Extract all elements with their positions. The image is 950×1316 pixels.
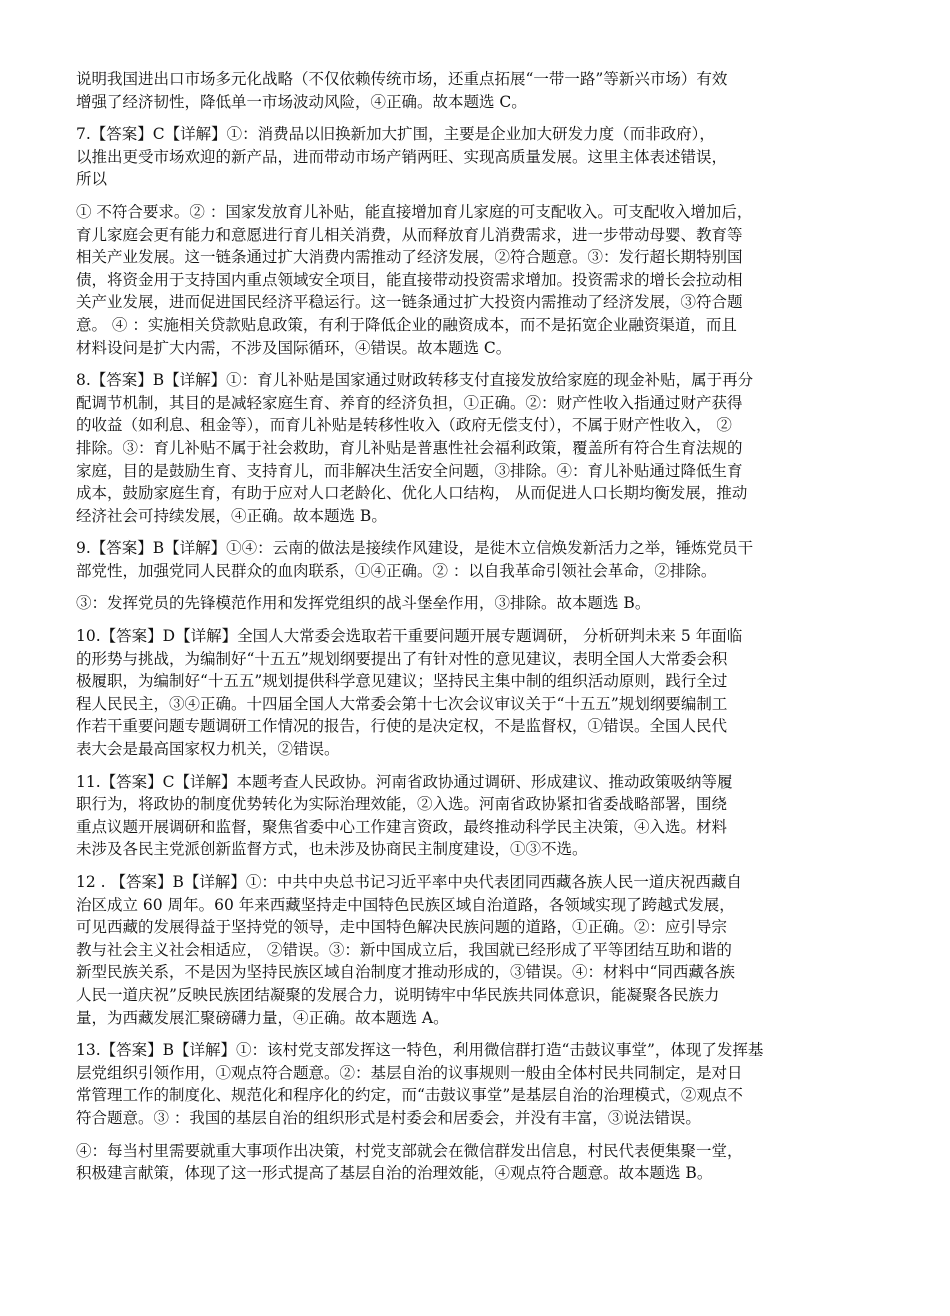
text-line: 关产业发展，进而促进国民经济平稳运行。这一链条通过扩大投资内需推动了经济发展，③符合题 [76,293,743,312]
paragraph [76,1039,902,1129]
text-line: 说明我国进出口市场多元化战略（不仅依赖传统市场，还重点拓展“一带一路”等新兴市场）有效 [76,70,728,88]
text-line: 表大会是最高国家权力机关，②错误。 [76,740,340,759]
text-line: 成本，鼓励家庭生育，有助于应对人口老龄化、优化人口结构， 从而促进人口长期均衡发展，推动 [76,484,748,503]
text-line: 所以 [76,170,108,189]
text-line: 极履职，为编制好“十五五”规划提供科学意见建议；坚持民主集中制的组织活动原则，践行全过 [76,672,728,691]
text-line: 未涉及各民主党派创新监督方式，也未涉及协商民主制度建设，①③不选。 [76,840,588,859]
text-line: 增强了经济韧性，降低单一市场波动风险，④正确。故本题选 C。 [76,92,527,111]
paragraph [76,625,902,761]
text-line: ① 不符合要求。② ：国家发放育儿补贴，能直接增加育儿家庭的可支配收入。可支配收入增加后， [76,202,753,221]
text-line: 排除。③：育儿补贴不属于社会救助，育儿补贴是普惠性社会福利政策，覆盖所有符合生育法规的 [76,438,743,457]
text-line: 经济社会可持续发展，④正确。故本题选 B。 [76,506,387,525]
text-line: 11.【答案】C【详解】本题考查人民政协。河南省政协通过调研、形成建议、推动政策吸纳等履 [76,772,733,791]
paragraph [76,123,902,191]
text-line: 符合题意。③ ：我国的基层自治的组织形式是村委会和居委会，并没有丰富，③说法错误。 [76,1108,701,1127]
text-line: 7.【答案】C【详解】①：消费品以旧换新加大扩围，主要是企业加大研发力度（而非政府）， [76,125,715,144]
text-line: 可见西藏的发展得益于坚持党的领导，走中国特色解决民族问题的道路，①正确。②：应引导宗 [76,918,728,937]
text-line: ③：发挥党员的先锋模范作用和发挥党组织的战斗堡垒作用，③排除。故本题选 B。 [76,594,651,613]
text-line: 育儿家庭会更有能力和意愿进行育儿相关消费，从而释放育儿消费需求，进一步带动母婴、教育等 [76,225,743,244]
text-line: 重点议题开展调研和监督，聚焦省委中心工作建言资政，最终推动科学民主决策，④入选。材料 [76,817,728,836]
text-line: 教与社会主义社会相适应， ②错误。③：新中国成立后，我国就已经形成了平等团结互助和谐的 [76,940,732,959]
text-line: 部党性，加强党同人民群众的血肉联系，①④正确。② ：以自我革命引领社会革命，②排除。 [76,561,717,580]
text-line: ④：每当村里需要就重大事项作出决策，村党支部就会在微信群发出信息，村民代表便集聚一堂， [76,1141,743,1160]
text-line: 量，为西藏发展汇聚磅礴力量，④正确。故本题选 A。 [76,1008,449,1027]
paragraph [76,68,902,113]
text-line: 职行为，将政协的制度优势转化为实际治理效能，②入选。河南省政协紧扣省委战略部署，围绕 [76,795,728,814]
text-line: 材料设问是扩大内需，不涉及国际循环，④错误。故本题选 C。 [76,338,512,357]
paragraph [76,369,902,527]
text-line: 人民一道庆祝”反映民族团结凝聚的发展合力，说明铸牢中华民族共同体意识，能凝聚各民族力 [76,985,720,1004]
text-line: 程人民民主，③④正确。十四届全国人大常委会第十七次会议审议关于“十五五”规划纲要编制工 [76,694,728,713]
paragraph [76,537,902,582]
text-line: 配调节机制，其目的是减轻家庭生育、养育的经济负担，①正确。②：财产性收入指通过财产获得 [76,393,743,412]
text-line: 债，将资金用于支持国内重点领域安全项目，能直接带动投资需求增加。投资需求的增长会拉动相 [76,270,743,289]
text-line: 治区成立 60 周年。60 年来西藏坚持走中国特色民族区域自治道路，各领域实现了跨越式发展， [76,895,735,914]
text-line: 意。 ④ ：实施相关贷款贴息政策，有利于降低企业的融资成本，而不是拓宽企业融资渠道，而且 [76,315,737,334]
text-line: 层党组织引领作用，①观点符合题意。②：基层自治的议事规则一般由全体村民共同制定，是对日 [76,1063,743,1082]
paragraph [76,871,902,1029]
text-line: 以推出更受市场欢迎的新产品，进而带动市场产销两旺、实现高质量发展。这里主体表述错误， [76,147,728,166]
paragraph [76,201,902,359]
text-line: 作若干重要问题专题调研工作情况的报告，行使的是决定权，不是监督权，①错误。全国人民代 [76,717,728,736]
text-line: 12 . 【答案】B【详解】①：中共中央总书记习近平率中央代表团同西藏各族人民一道庆祝西藏自 [76,873,742,891]
answer-explanations [76,68,902,1185]
text-line: 积极建言献策，体现了这一形式提高了基层自治的治理效能，④观点符合题意。故本题选 B。 [76,1164,713,1183]
paragraph [76,771,902,861]
text-line: 家庭，目的是鼓励生育、支持育儿，而非解决生活安全问题，③排除。④：育儿补贴通过降低生育 [76,461,743,480]
text-line: 常管理工作的制度化、规范化和程序化的约定，而“击鼓议事堂”是基层自治的治理模式，②观点不 [76,1086,743,1105]
text-line: 9.【答案】B【详解】①④：云南的做法是接续作风建设，是徙木立信焕发新活力之举，锤炼党员干 [76,539,754,558]
text-line: 相关产业发展。这一链条通过扩大消费内需推动了经济发展，②符合题意。③：发行超长期特别国 [76,248,743,267]
text-line: 新型民族关系，不是因为坚持民族区域自治制度才推动形成的，③错误。④：材料中“同西藏各族 [76,963,735,982]
text-line: 的形势与挑战，为编制好“十五五”规划纲要提出了有针对性的意见建议，表明全国人大常委会积 [76,649,728,668]
text-line: 的收益（如利息、租金等），而育儿补贴是转移性收入（政府无偿支付），不属于财产性收入， ② [76,416,732,435]
text-line: 8.【答案】B【详解】①：育儿补贴是国家通过财政转移支付直接发放给家庭的现金补贴，属于再分 [76,371,754,390]
text-line: 10.【答案】D【详解】全国人大常委会选取若干重要问题开展专题调研， 分析研判未来 5 年面临 [76,627,743,646]
paragraph [76,592,902,615]
paragraph [76,1140,902,1185]
text-line: 13.【答案】B【详解】①：该村党支部发挥这一特色，利用微信群打造“击鼓议事堂”，体现了发挥基 [76,1041,764,1060]
